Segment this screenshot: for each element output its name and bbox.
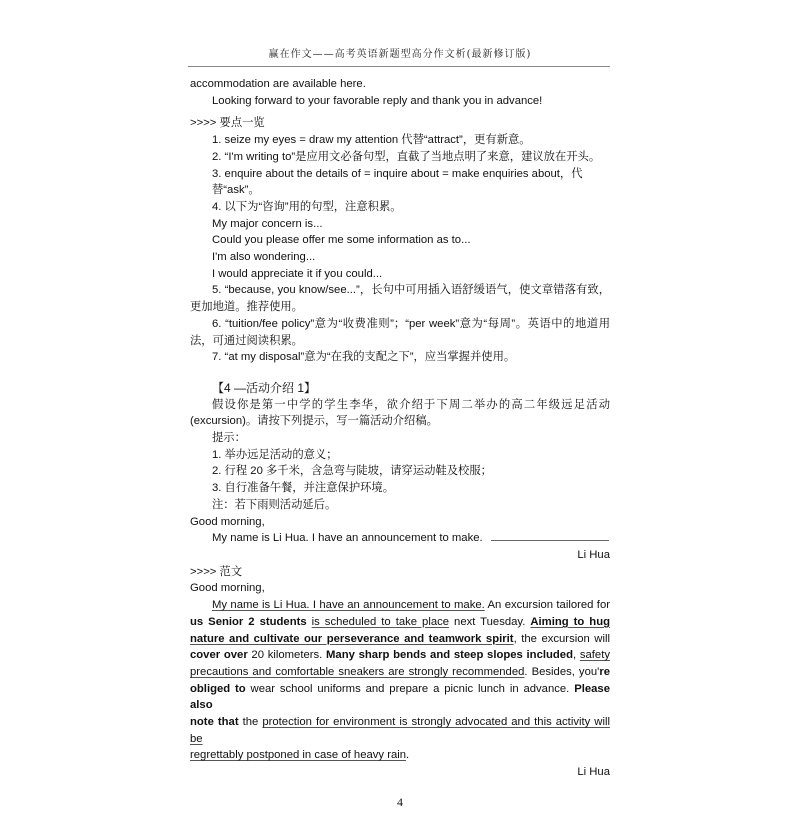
key-point-item: I'm also wondering... [212, 251, 316, 264]
essay-segment: re [599, 665, 610, 678]
essay-segment: , the excursion will [513, 632, 610, 645]
task-opening [190, 530, 610, 547]
key-point-item: 4. 以下为“咨询”用的句型，注意积累。 [212, 200, 402, 213]
letter-closing: Looking forward to your favorable reply and thank you in advance! [212, 94, 543, 107]
essay-segment: . [406, 749, 410, 762]
tip-item: 2. 行程 20 多千米，含急弯与陡坡，请穿运动鞋及校服； [212, 465, 492, 478]
essay-segment: Many sharp bends and steep slopes included [326, 649, 573, 662]
key-point-item: Could you please offer me some information as to... [212, 234, 471, 247]
sample-heading: >>>> 范文 [190, 565, 243, 578]
essay-segment: next Tuesday. [449, 615, 531, 628]
essay-line [190, 614, 610, 631]
tip-item: 3. 自行准备午餐，并注意保护环境。 [212, 482, 395, 495]
key-points-heading: >>>> 要点一览 [190, 117, 265, 130]
key-point-item: 3. enquire about the details of = inquire about = make enquiries about，代替“ask”。 [212, 167, 583, 197]
sample-signature: Li Hua [577, 766, 610, 779]
essay-line [190, 714, 610, 747]
page-body [190, 76, 610, 781]
tip-item: 1. 举办远足活动的意义； [212, 448, 338, 461]
key-point-item: 法，可通过阅读积累。 [190, 334, 303, 347]
essay-segment: 20 kilometers. [247, 649, 327, 662]
essay-segment: cover over [190, 649, 248, 662]
sample-essay [190, 597, 610, 764]
key-point-item: 1. seize my eyes = draw my attention 代替“attract”，更有新意。 [212, 134, 531, 147]
essay-segment: us Senior 2 students [190, 615, 307, 628]
essay-line [190, 681, 610, 714]
key-point-item: 5. “because, you know/see...”，长句中可用插入语舒缓语气，使文章错落有致， [212, 284, 610, 297]
essay-segment: is scheduled to take place [311, 615, 450, 628]
essay-segment: . Besides, you' [524, 665, 600, 678]
essay-segment: , [572, 649, 580, 662]
essay-segment: safety [579, 649, 610, 662]
essay-segment: regrettably postponed in case of heavy rain [190, 749, 407, 762]
header-rule [188, 66, 610, 67]
answer-blank [491, 540, 609, 541]
task-greeting: Good morning, [190, 515, 265, 528]
sample-greeting: Good morning, [190, 582, 265, 595]
essay-segment: An excursion tailored for [484, 599, 610, 612]
task-opening-text: My name is Li Hua. I have an announcement to make. [212, 532, 483, 545]
essay-segment: Please also [190, 682, 610, 712]
essay-segment: note that [190, 716, 239, 729]
key-point-item: 更加地道。推荐使用。 [190, 301, 303, 314]
key-point-item: My major concern is... [212, 217, 323, 230]
essay-segment: Aiming to hug [530, 615, 610, 628]
essay-segment: wear school uniforms and prepare a picnic lunch in advance. [245, 682, 575, 695]
key-point-item: 2. “I'm writing to”是应用文必备句型，直截了当地点明了来意，建议放在开头。 [212, 150, 601, 163]
essay-line [190, 664, 610, 681]
essay-segment: precautions and comfortable sneakers are strongly recommended [190, 665, 525, 678]
letter-line: accommodation are available here. [190, 78, 366, 90]
essay-line [190, 747, 610, 764]
key-points-list [190, 132, 610, 366]
task-note: 注：若下雨则活动延后。 [212, 498, 337, 511]
task-prompt: (excursion)。请按下列提示，写一篇活动介绍稿。 [190, 415, 438, 428]
essay-line [190, 597, 610, 614]
page-number: 4 [397, 794, 403, 809]
task-title: 【4 —活动介绍 1】 [212, 380, 317, 395]
key-point-item: 6. “tuition/fee policy”意为“收费准则”；“per week”意为“每周”。英语中的地道用 [212, 317, 610, 330]
essay-segment: My name is Li Hua. I have an announcement to make. [212, 599, 485, 612]
essay-line [190, 647, 610, 664]
essay-segment: nature and cultivate our perseverance and teamwork spirit [190, 632, 514, 645]
essay-line [190, 631, 610, 648]
task-prompt: 假设你是第一中学的学生李华，欲介绍于下周二举办的高二年级远足活动 [212, 398, 610, 411]
essay-segment: obliged to [190, 682, 246, 695]
essay-segment: protection for environment is strongly advocated and this activity will be [190, 716, 610, 745]
essay-segment: the [238, 716, 263, 729]
task-signature: Li Hua [577, 548, 610, 561]
key-point-item: I would appreciate it if you could... [212, 267, 383, 280]
running-header: 赢在作文——高考英语新题型高分作文析(最新修订版) [268, 49, 532, 60]
tips-label: 提示： [212, 432, 246, 445]
key-point-item: 7. “at my disposal”意为“在我的支配之下”，应当掌握并使用。 [212, 351, 516, 364]
